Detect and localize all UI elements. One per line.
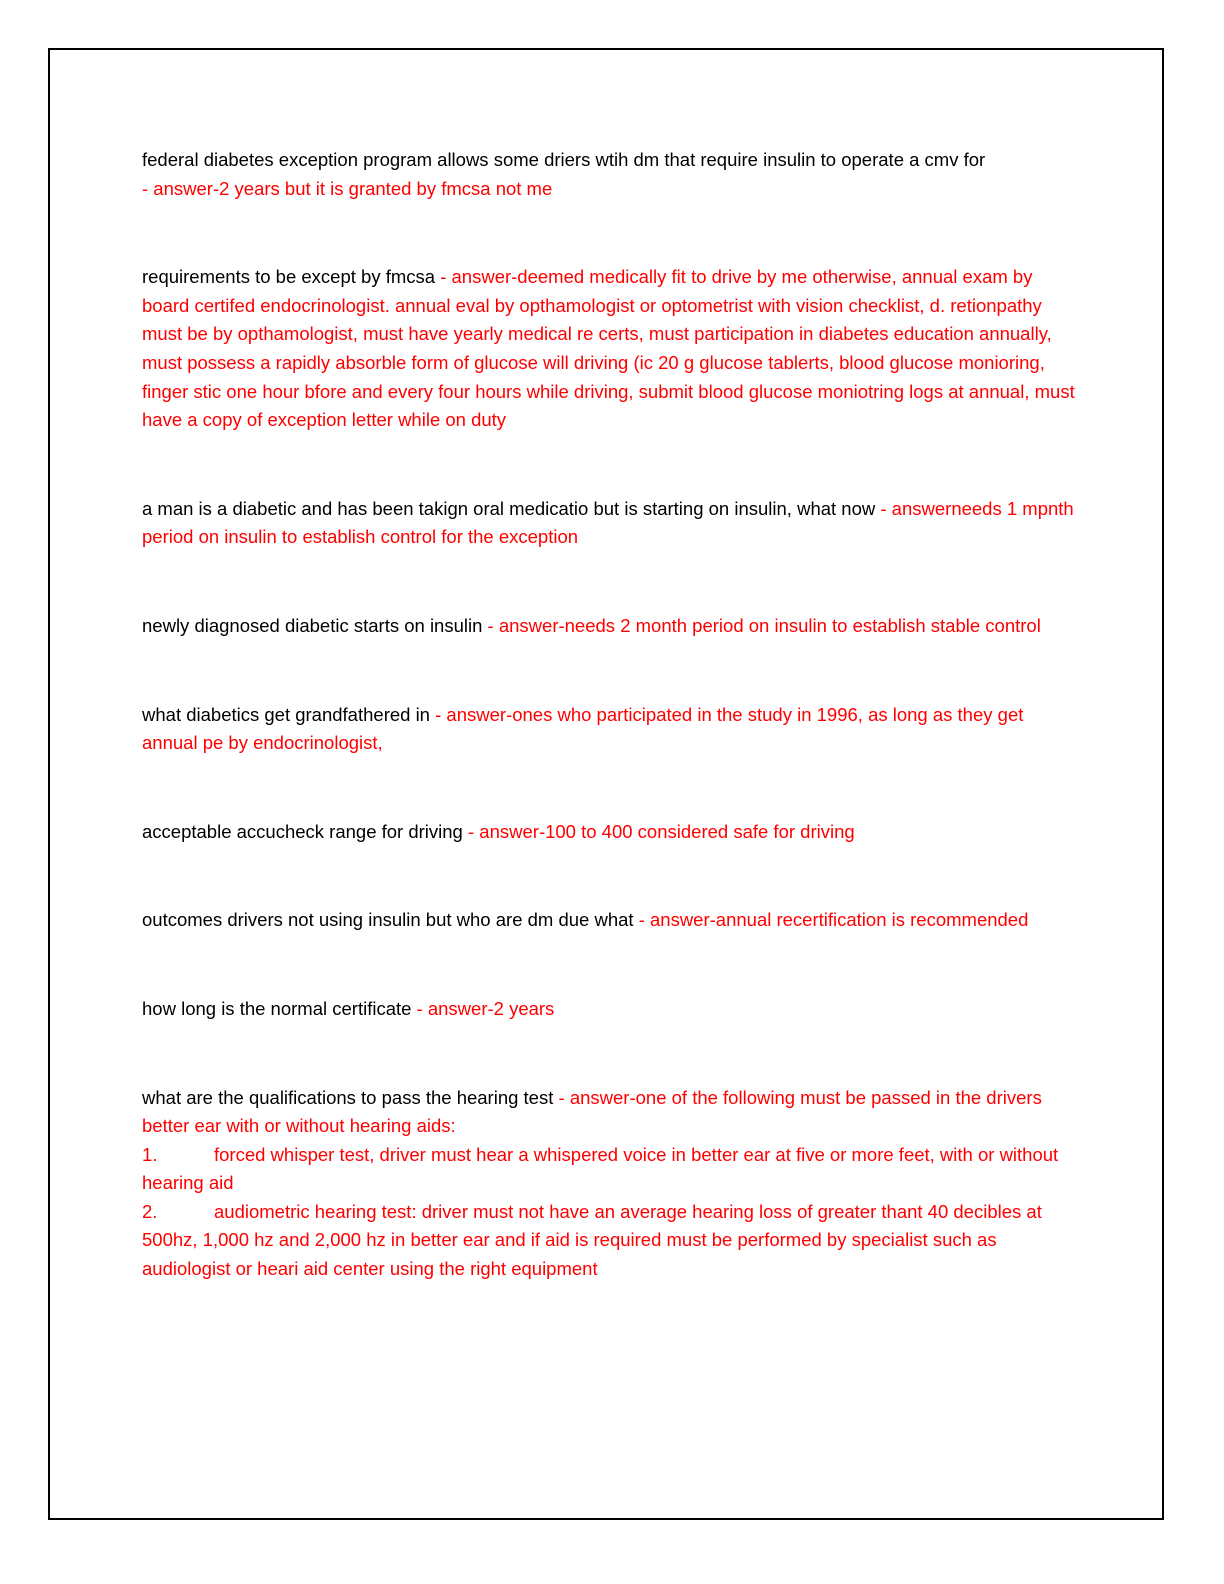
- answer-text: - answer-annual recertification is recommended: [638, 909, 1029, 931]
- list-number: 2.: [142, 1200, 158, 1222]
- qa-text: [142, 818, 1077, 847]
- hearing-list-item: [142, 1141, 1077, 1198]
- qa-item: [142, 818, 1077, 847]
- qa-item: [142, 995, 1077, 1024]
- qa-item: [142, 495, 1077, 552]
- qa-text: [142, 1084, 1077, 1141]
- document-body: [142, 146, 1077, 1344]
- question-text: requirements to be except by fmcsa: [142, 266, 436, 288]
- qa-item: [142, 146, 1077, 203]
- question-text: federal diabetes exception program allows some driers wtih dm that require insulin to operate a cmv for: [142, 149, 986, 170]
- list-text: forced whisper test, driver must hear a whispered voice in better ear at five or more feet, with or without hearing aid: [142, 1143, 1059, 1194]
- qa-item: [142, 1084, 1077, 1284]
- qa-text: [142, 495, 1077, 552]
- answer-text: - answer-needs 2 month period on insulin to establish stable control: [487, 614, 1041, 636]
- answer-text: - answerneeds 1 mpnth period on insulin to establish control for the exception: [142, 497, 1074, 548]
- answer-text: - answer-one of the following must be passed in the drivers better ear with or without hearing aids:: [142, 1086, 1042, 1137]
- question-text: what are the qualifications to pass the hearing test: [142, 1086, 554, 1108]
- answer-text: - answer-100 to 400 considered safe for driving: [468, 820, 855, 842]
- qa-text: [142, 995, 1077, 1024]
- qa-text: [142, 701, 1077, 758]
- question-text: a man is a diabetic and has been takign oral medicatio but is starting on insulin, what now: [142, 497, 876, 519]
- answer-text: - answer-deemed medically fit to drive by me otherwise, annual exam by board certifed endocrinologist. annual eval by opthamologist or optometrist with vision checklist, d. retionpathy must be by opthamologist, must have yearly medical re certs, must participation in diabetes education annually, must possess a rapidly absorble form of glucose will driving (ic 20 g glucose tablerts, blood glucose monioring, finger stic one hour bfore and every four hours while driving, submit blood glucose moniotring logs at annual, must have a copy of exception letter while on duty: [142, 266, 1075, 431]
- qa-item: [142, 263, 1077, 435]
- hearing-list-item: [142, 1198, 1077, 1284]
- qa-item: [142, 701, 1077, 758]
- answer-text: - answer-ones who participated in the study in 1996, as long as they get annual pe by endocrinologist,: [142, 703, 1024, 754]
- answer-text: - answer-2 years but it is granted by fmcsa not me: [142, 177, 553, 199]
- list-number: 1.: [142, 1143, 158, 1165]
- question-text: how long is the normal certificate: [142, 997, 412, 1019]
- qa-item: [142, 612, 1077, 641]
- qa-item: [142, 906, 1077, 935]
- answer-text: - answer-2 years: [416, 997, 555, 1019]
- question-text: acceptable accucheck range for driving: [142, 820, 463, 842]
- list-text: audiometric hearing test: driver must not have an average hearing loss of greater thant 40 decibles at 500hz, 1,000 hz and 2,000 hz in better ear and if aid is required must be performed by specialist such as audiologist or heari aid center using the right equipment: [142, 1200, 1042, 1280]
- qa-text: [142, 906, 1077, 935]
- qa-text: [142, 146, 1077, 203]
- qa-text: [142, 263, 1077, 435]
- question-text: what diabetics get grandfathered in: [142, 703, 430, 725]
- qa-text: [142, 612, 1077, 641]
- question-text: outcomes drivers not using insulin but who are dm due what: [142, 909, 634, 931]
- question-text: newly diagnosed diabetic starts on insulin: [142, 614, 483, 636]
